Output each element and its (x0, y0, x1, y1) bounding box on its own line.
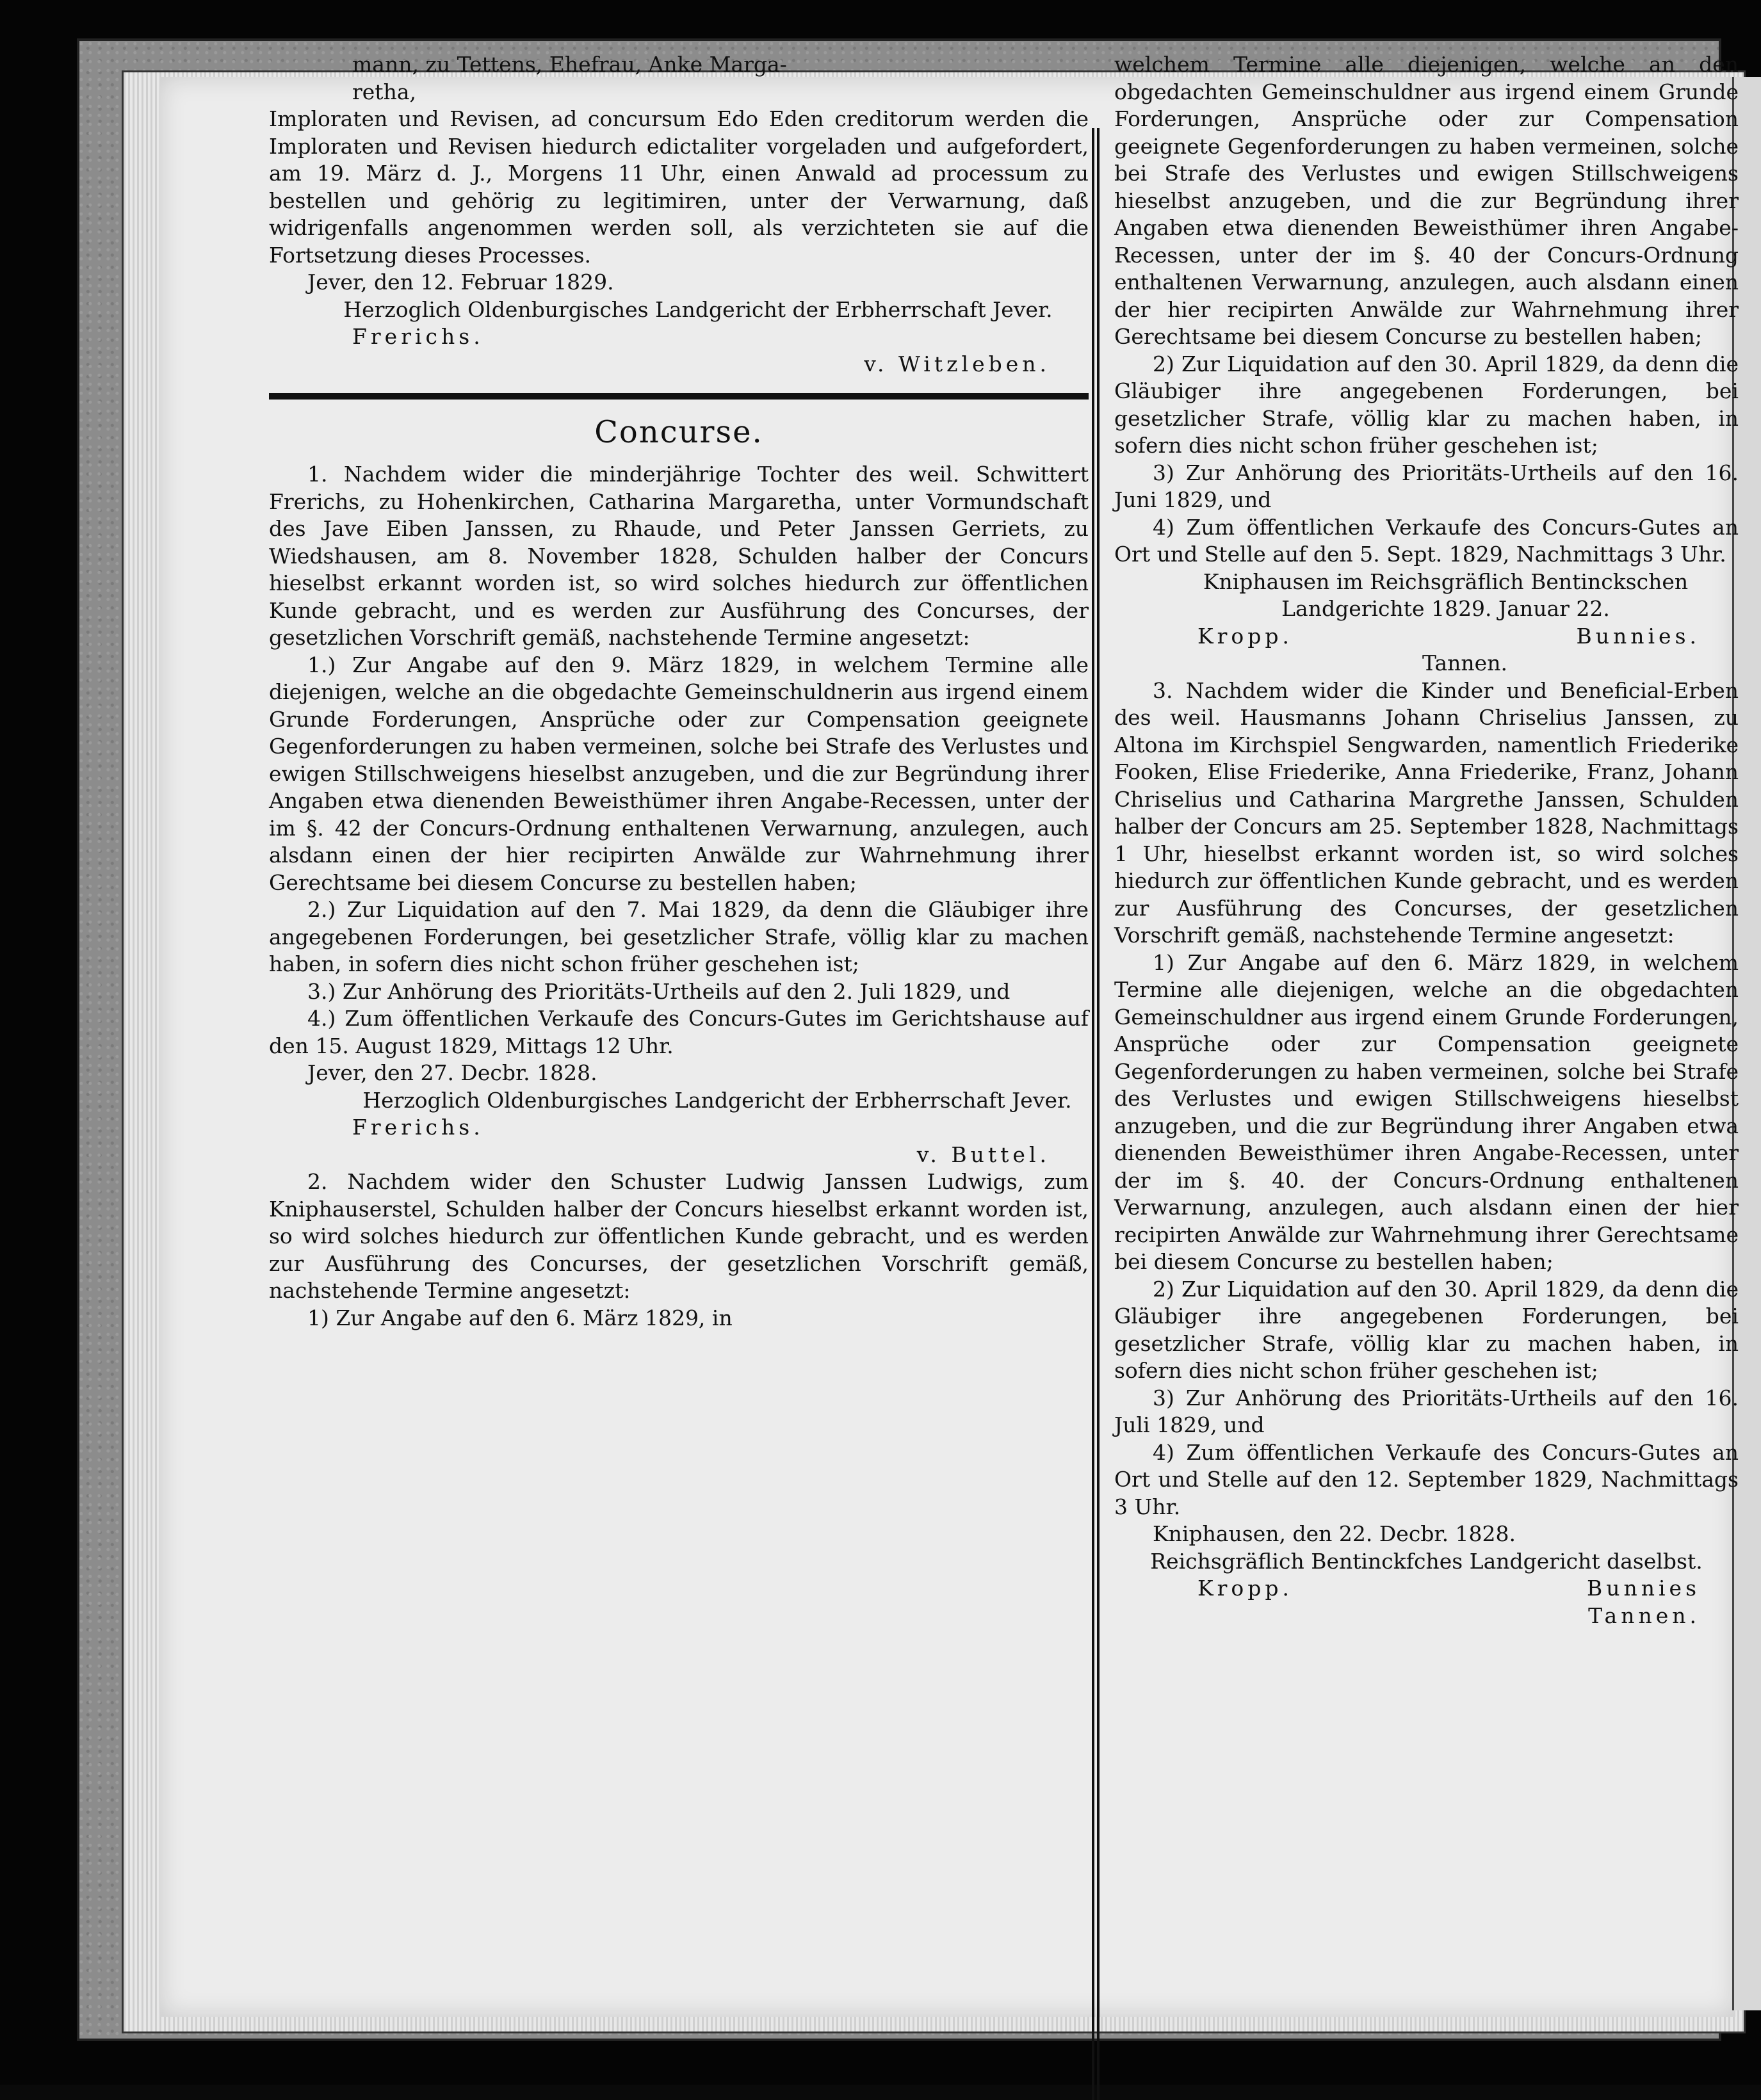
notice-term: 2) Zur Liquidation auf den 30. April 1829, da denn die Gläubiger ihre angegebenen Forderungen, bei gesetzlicher Strafe, völlig klar zu machen haben, in sofern dies nicht schon früher geschehen ist; (1114, 351, 1739, 458)
right-column (1114, 51, 1739, 1629)
notice-term: 1.) Zur Angabe auf den 9. März 1829, in welchem Termine alle diejenigen, welche an die obgedachte Gemeinschuldnerin aus irgend einem Grunde Forderungen, Ansprüche oder zur Compensation geeignete Gegenforderungen zu haben vermeinen, solche bei Strafe des Verlustes und ewigen Stillschweigens hieselbst anzugeben, und die zur Begründung ihrer Angaben etwa dienenden Beweisthümer ihren Angabe-Recessen, unter der im §. 42 der Concurs-Ordnung enthaltenen Verwarnung, anzulegen, auch alsdann einen der hier recipirten Anwälde zur Wahrnehmung ihrer Gerechtsame bei diesem Concurse zu bestellen haben; (269, 652, 1089, 895)
court-name: Kniphausen im Reichsgräflich Bentinckschen Landgerichte 1829. Januar 22. (1203, 569, 1689, 621)
court-name: Herzoglich Oldenburgisches Landgericht der Erbherrschaft Jever. (362, 1087, 1072, 1113)
left-column (269, 51, 1089, 1332)
section-heading: Concurse. (594, 414, 763, 450)
notice-term: 1) Zur Angabe auf den 6. März 1829, in welchem Termine alle diejenigen, welche an die obgedachten Gemeinschuldner aus irgend einem Grunde Forderungen, Ansprüche oder zur Compensation geeignete Gegenforderungen zu haben vermeinen, solche bei Strafe des Verlustes und ewigen Stillschweigens hieselbst anzugeben, und die zur Begründung ihrer Angaben etwa dienenden Beweisthümer ihren Angabe-Recessen, unter der im §. 40. der Concurs-Ordnung enthaltenen Verwarnung, anzulegen, auch alsdann einen der hier recipirten Anwälde zur Wahrnehmung ihrer Gerechtsame bei diesem Concurse zu bestellen haben; (1114, 949, 1739, 1274)
notice-intro: 1. Nachdem wider die minderjährige Tochter des weil. Schwittert Frerichs, zu Hohenkirchen, Catharina Margaretha, unter Vormundschaft des Jave Eiben Janssen, zu Rhaude, und Peter Janssen Gerriets, zu Wiedshausen, am 8. November 1828, Schulden halber der Concurs hieselbst erkannt worden ist, so wird solches hiedurch zur öffentlichen Kunde gebracht, und es werden zur Ausführung des Concurses, der gesetzlichen Vorschrift gemäß, nachstehende Termine angesetzt: (269, 462, 1089, 650)
notice-intro: 2. Nachdem wider den Schuster Ludwig Janssen Ludwigs, zum Kniphauserstel, Schulden halber der Concurs hieselbst erkannt worden ist, so wird solches hiedurch zur öffentlichen Kunde gebracht, und es werden zur Ausführung des Concurses, der gesetzlichen Vorschrift gemäß, nachstehende Termine angesetzt: (269, 1169, 1089, 1303)
notice-term: 3.) Zur Anhörung des Prioritäts-Urtheils auf den 2. Juli 1829, und (307, 978, 1010, 1004)
signature: Bunnies. (1576, 623, 1700, 649)
signature-row (1114, 1575, 1739, 1603)
notice-term: 4) Zum öffentlichen Verkaufe des Concurs-Gutes an Ort und Stelle auf den 12. September 1829, Nachmittags 3 Uhr. (1114, 1439, 1739, 1519)
column-divider (1092, 128, 1100, 2100)
notice-term: 3) Zur Anhörung des Prioritäts-Urtheils auf den 16. Juni 1829, und (1114, 460, 1739, 512)
section-rule (269, 393, 1089, 400)
signature-row (269, 1142, 1089, 1169)
signature: Frerichs. (352, 324, 484, 349)
signature: Tannen. (1422, 650, 1507, 675)
signature: Kropp. (1197, 623, 1294, 649)
signature-row (269, 323, 1089, 351)
notice-term: 3) Zur Anhörung des Prioritäts-Urtheils auf den 16. Juli 1829, und (1114, 1385, 1739, 1437)
signature-row (1114, 623, 1739, 650)
signature: Frerichs. (352, 1115, 484, 1140)
dateline: Jever, den 12. Februar 1829. (307, 270, 614, 295)
signature: v. Witzleben. (864, 351, 1050, 376)
notice-term: 4) Zum öffentlichen Verkaufe des Concurs-Gutes an Ort und Stelle auf den 5. Sept. 1829, Nachmittags 3 Uhr. (1114, 514, 1739, 567)
signature-row (1114, 1603, 1739, 1630)
signature: Bunnies (1586, 1576, 1700, 1601)
court-name: Herzoglich Oldenburgisches Landgericht der Erbherrschaft Jever. (343, 296, 1053, 322)
signature-row (269, 351, 1089, 378)
paragraph: Imploraten und Revisen, ad concursum Edo Eden creditorum werden die Imploraten und Revisen hiedurch edictaliter vorgeladen und aufgefordert, am 19. März d. J., Morgens 11 Uhr, einen Anwald ad processum zu bestellen und gehörig zu legitimiren, unter der Verwarnung, daß widrigenfalls angenommen werden soll, als verzichteten sie auf die Fortsetzung dieses Processes. (269, 106, 1089, 268)
continuation-line: mann, zu Tettens, Ehefrau, Anke Marga- (352, 52, 787, 77)
dateline: Jever, den 27. Decbr. 1828. (307, 1060, 597, 1085)
notice-term: welchem Termine alle diejenigen, welche an den obgedachten Gemeinschuldner aus irgend einem Grunde Forderungen, Ansprüche oder zur Compensation geeignete Gegenforderungen zu haben vermeinen, solche bei Strafe des Verlustes und ewigen Stillschweigens hieselbst anzugeben, und die zur Begründung ihrer Angaben etwa dienenden Beweisthümer ihren Angabe-Recessen, unter der im §. 40 der Concurs-Ordnung enthaltenen Verwarnung, anzulegen, auch alsdann einen der hier recipirten Anwälde zur Wahrnehmung ihrer Gerechtsame bei diesem Concurse zu bestellen haben; (1114, 52, 1739, 349)
notice-term: 1) Zur Angabe auf den 6. März 1829, in (307, 1305, 733, 1330)
signature: v. Buttel. (916, 1142, 1050, 1167)
court-name: Reichsgräflich Bentinckfches Landgericht daselbst. (1150, 1548, 1703, 1574)
signature-row (269, 1114, 1089, 1142)
notice-term: 4.) Zum öffentlichen Verkaufe des Concurs-Gutes im Gerichtshause auf den 15. August 1829, Mittags 12 Uhr. (269, 1006, 1089, 1058)
signature: Kropp. (1197, 1576, 1294, 1601)
continuation-line: retha, (352, 79, 416, 104)
signature: Tannen. (1588, 1603, 1700, 1628)
notice-term: 2.) Zur Liquidation auf den 7. Mai 1829, da denn die Gläubiger ihre angegebenen Forderungen, bei gesetzlicher Strafe, völlig klar zu machen haben, in sofern dies nicht schon früher geschehen ist; (269, 897, 1089, 976)
dateline: Kniphausen, den 22. Decbr. 1828. (1153, 1521, 1516, 1546)
notice-intro: 3. Nachdem wider die Kinder und Beneficial-Erben des weil. Hausmanns Johann Chriselius Janssen, zu Altona im Kirchspiel Sengwarden, namentlich Friederike Fooken, Elise Friederike, Anna Friederike, Franz, Johann Chriselius und Catharina Margrethe Janssen, Schulden halber der Concurs am 25. September 1828, Nachmittags 1 Uhr, hieselbst erkannt worden ist, so wird solches hiedurch zur öffentlichen Kunde gebracht, und es werden zur Ausführung des Concurses, der gesetzlichen Vorschrift gemäß, nachstehende Termine angesetzt: (1114, 677, 1739, 948)
notice-term: 2) Zur Liquidation auf den 30. April 1829, da denn die Gläubiger ihre angegebenen Forderungen, bei gesetzlicher Strafe, völlig klar zu machen haben, in sofern dies nicht schon früher geschehen ist; (1114, 1276, 1739, 1383)
